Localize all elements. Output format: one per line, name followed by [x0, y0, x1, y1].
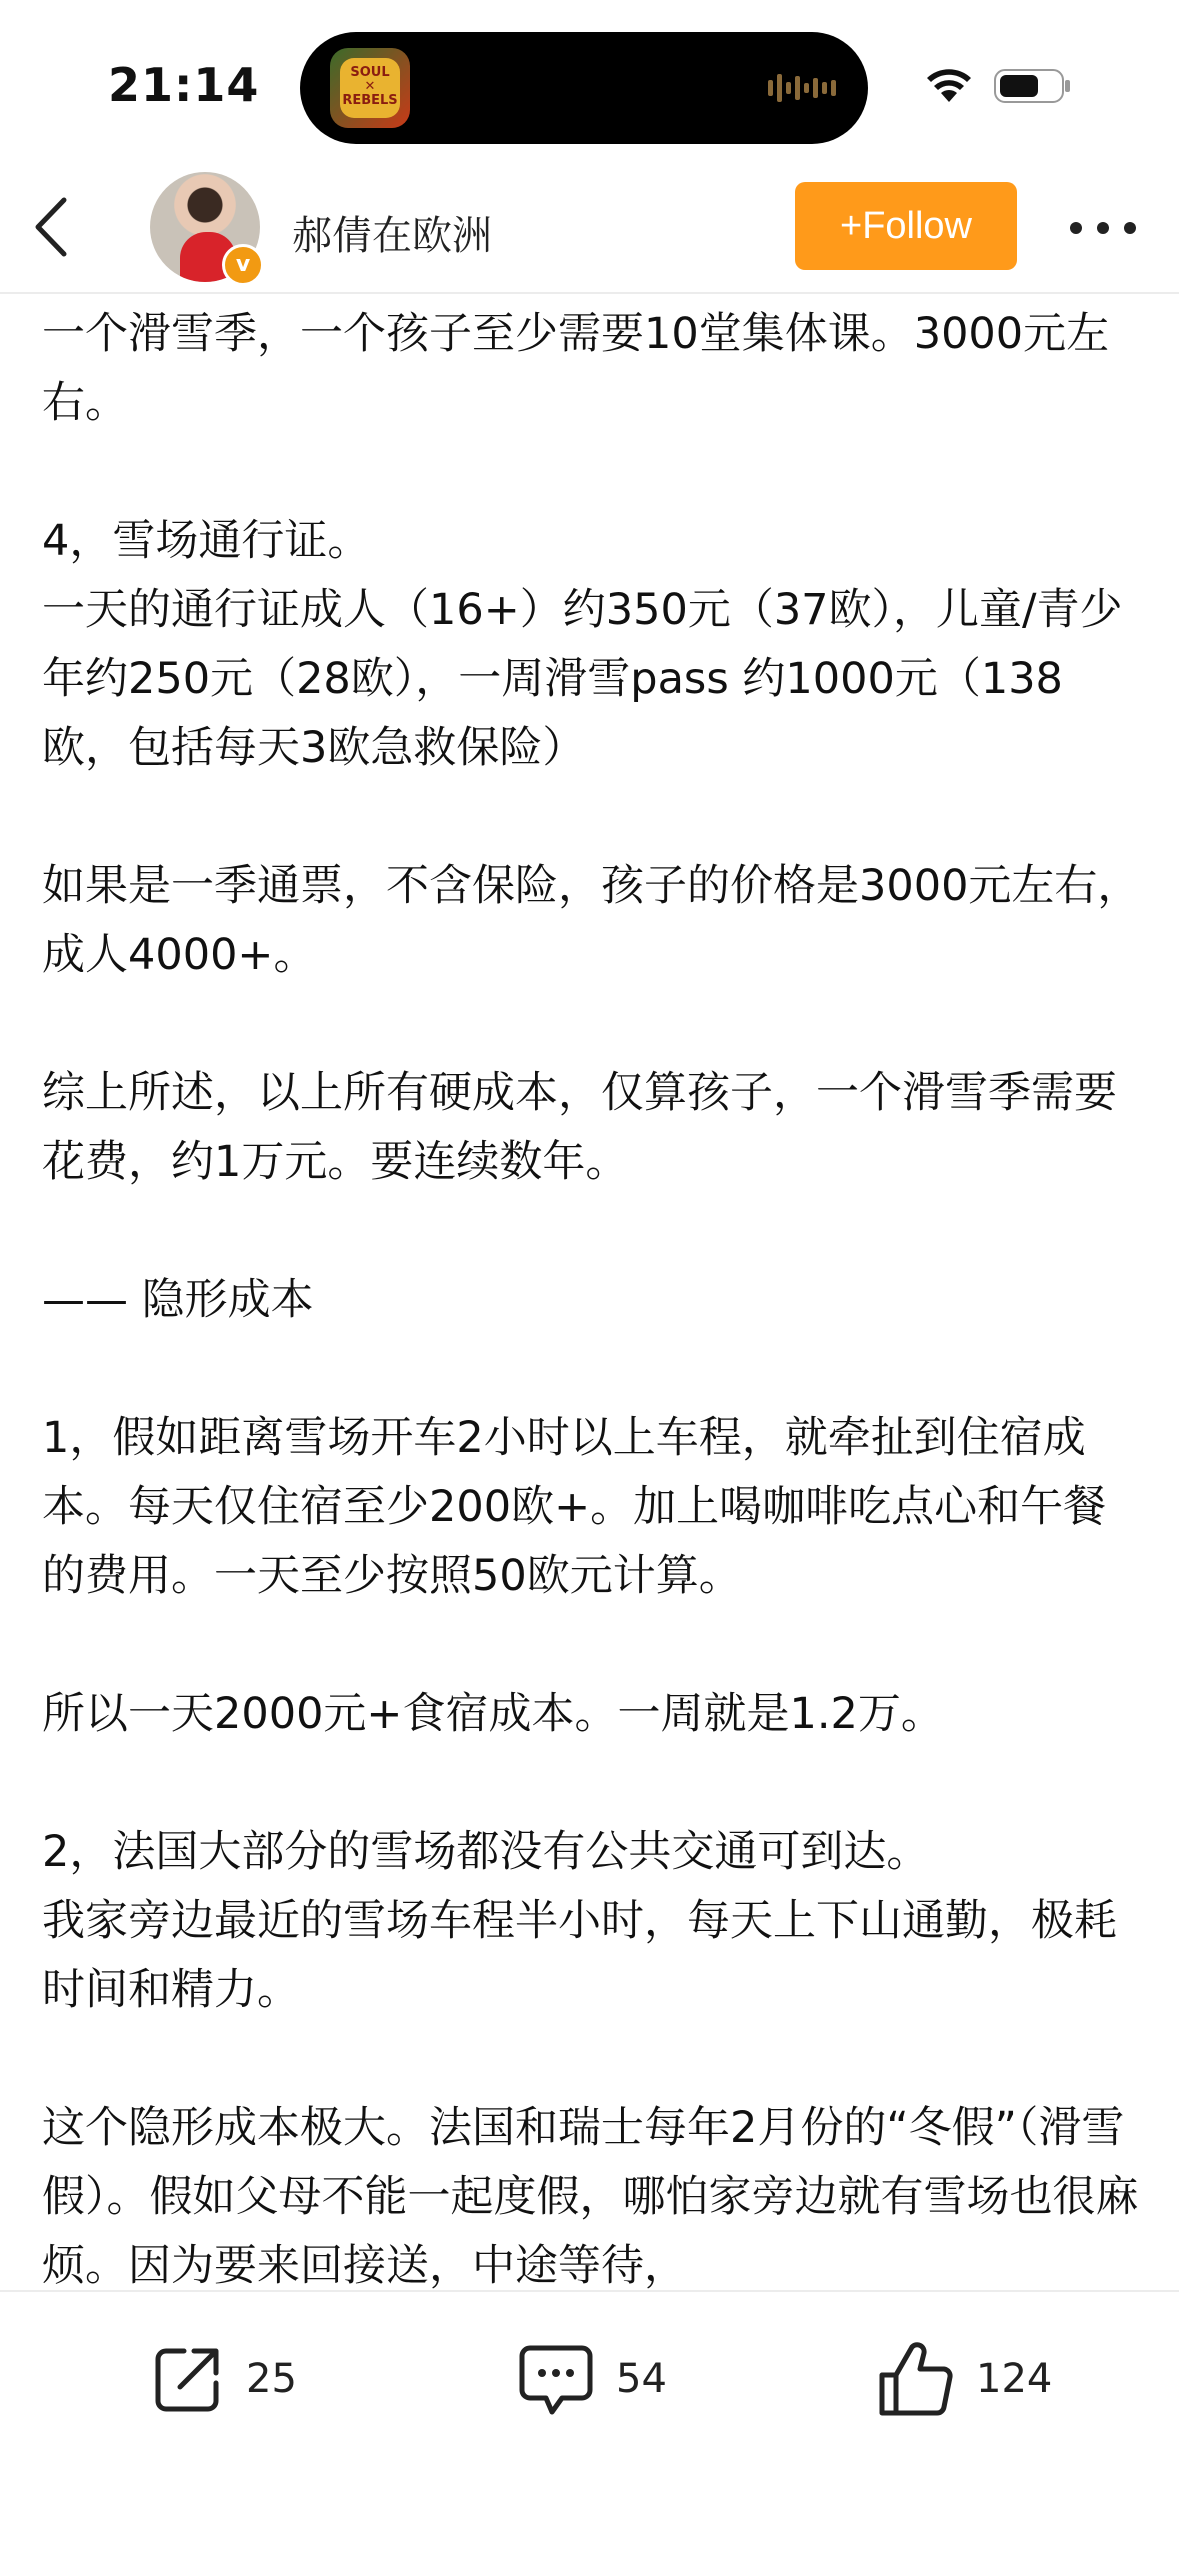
post-paragraph: 1，假如距离雪场开车2小时以上车程，就牵扯到住宿成本。每天仅住宿至少200欧+。加上喝咖啡吃点心和午餐的费用。一天至少按照50欧元计算。: [42, 1413, 1107, 1601]
comment-button[interactable]: [516, 2334, 667, 2424]
bottom-action-bar: [0, 2290, 1179, 2558]
post-paragraph: 这个隐形成本极大。法国和瑞士每年2月份的“冬假”（滑雪假）。假如父母不能一起度假，哪怕家旁边就有雪场也很麻烦。因为要来回接送，中途等待，: [42, 2103, 1139, 2290]
comment-count: 54: [616, 2356, 667, 2402]
live-activity-app-icon: SOUL ✕ REBELS: [330, 48, 410, 128]
dynamic-island[interactable]: [300, 32, 868, 144]
wifi-icon: [925, 68, 973, 104]
like-count: 124: [976, 2356, 1053, 2402]
battery-icon: [994, 68, 1072, 104]
thumbs-up-icon: [876, 2339, 956, 2419]
post-paragraph: 2，法国大部分的雪场都没有公共交通可到达。 我家旁边最近的雪场车程半小时，每天上下山通勤，极耗时间和精力。: [42, 1827, 1117, 2015]
post-paragraph: 如果是一季通票，不含保险，孩子的价格是3000元左右，成人4000+。: [42, 861, 1141, 980]
follow-button[interactable]: +Follow: [795, 182, 1017, 270]
post-body: [42, 300, 1142, 2290]
more-options-icon[interactable]: [1070, 222, 1136, 234]
share-count: 25: [246, 2356, 297, 2402]
status-time: 21:14: [108, 58, 260, 112]
post-paragraph: 综上所述，以上所有硬成本，仅算孩子，一个滑雪季需要花费，约1万元。要连续数年。: [42, 1068, 1117, 1187]
post-paragraph: 4，雪场通行证。 一天的通行证成人（16+）约350元（37欧），儿童/青少年约250元（28欧），一周滑雪pass 约1000元（138欧，包括每天3欧急救保险）: [42, 516, 1123, 773]
share-icon: [150, 2341, 226, 2417]
back-arrow-icon[interactable]: [28, 194, 78, 260]
section-heading: —— 隐形成本: [42, 1275, 314, 1325]
post-paragraph: 所以一天2000元+食宿成本。一周就是1.2万。: [42, 1689, 944, 1739]
author-name[interactable]: 郝倩在欧洲: [292, 213, 492, 259]
audio-waveform-icon: [768, 70, 838, 106]
comment-icon: [516, 2340, 596, 2418]
verified-badge-icon: v: [222, 244, 264, 286]
share-button[interactable]: [150, 2334, 297, 2424]
post-paragraph: 一个滑雪季，一个孩子至少需要10堂集体课。3000元左右。: [42, 309, 1110, 428]
post-header: [0, 160, 1179, 294]
like-button[interactable]: [876, 2334, 1052, 2424]
status-bar: [0, 0, 1179, 160]
